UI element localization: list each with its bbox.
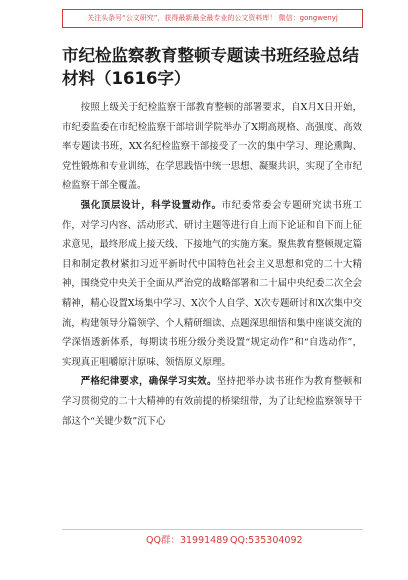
qq-contact-number: QQ:535304092 xyxy=(230,535,303,546)
paragraph-lead: 严格纪律要求，确保学习实效。 xyxy=(80,376,217,388)
document-title: 市纪检监察教育整顿专题读书班经验总结材料（1616字） xyxy=(62,46,359,88)
document-body xyxy=(62,98,362,431)
footer-contacts xyxy=(62,534,363,548)
paragraph-text: 按照上级关于纪检监察干部教育整顿的部署要求，自X月X日开始，市纪委监委在市纪检监察干部培训学院举办了X期高规格、高强度、高效率专题读书班，XX名纪检监察干部接受了一次的集中学习、理论熏陶、党性锻炼和专业训练，在学思践悟中统一思想、凝聚共识，实现了全市纪检监察干部全覆盖。 xyxy=(62,102,363,192)
paragraph-text: 坚持把举办读书班作为教育整顿和学习贯彻党的二十大精神的有效前提的桥梁纽带，为了让纪检监察领导干部这个“关键少数”沉下心 xyxy=(62,376,363,427)
paragraph-text: 市纪委常委会专题研究读书班工作，对学习内容、活动形式、研讨主题等进行自上而下论证和自下而上征求意见，最终形成上接天线、下接地气的实施方案。聚焦教育整顿规定篇目和制定教材紧扣习近平新时代中国特色社会主义思想和党的二十大精神，围绕党中央关于全面从严治党的战略部署和二十届中央纪委二次全会精神，精心设置X场集中学习、X次个人自学、X次专题研讨和X次集中交流，构建领导分篇领学、个人精研细读、点题深思细悟和集中座谈交流的学深悟透新体系，每期读书班分级分类设置“规定动作”和“自选动作”，实现真正咀嚼原汁原味、领悟原义原理。 xyxy=(62,199,363,368)
promo-banner: 关注头条号“公文研究”，获得最新最全最专业的公文资料库！ 微信：gongwenyj xyxy=(62,9,363,28)
paragraph-design xyxy=(62,196,362,372)
paragraph-lead: 强化顶层设计，科学设置动作。 xyxy=(80,199,222,211)
paragraph-intro xyxy=(62,98,362,196)
qq-group-number: QQ群：31991489 xyxy=(146,535,229,546)
paragraph-discipline xyxy=(62,372,362,431)
footer-divider xyxy=(62,529,363,530)
